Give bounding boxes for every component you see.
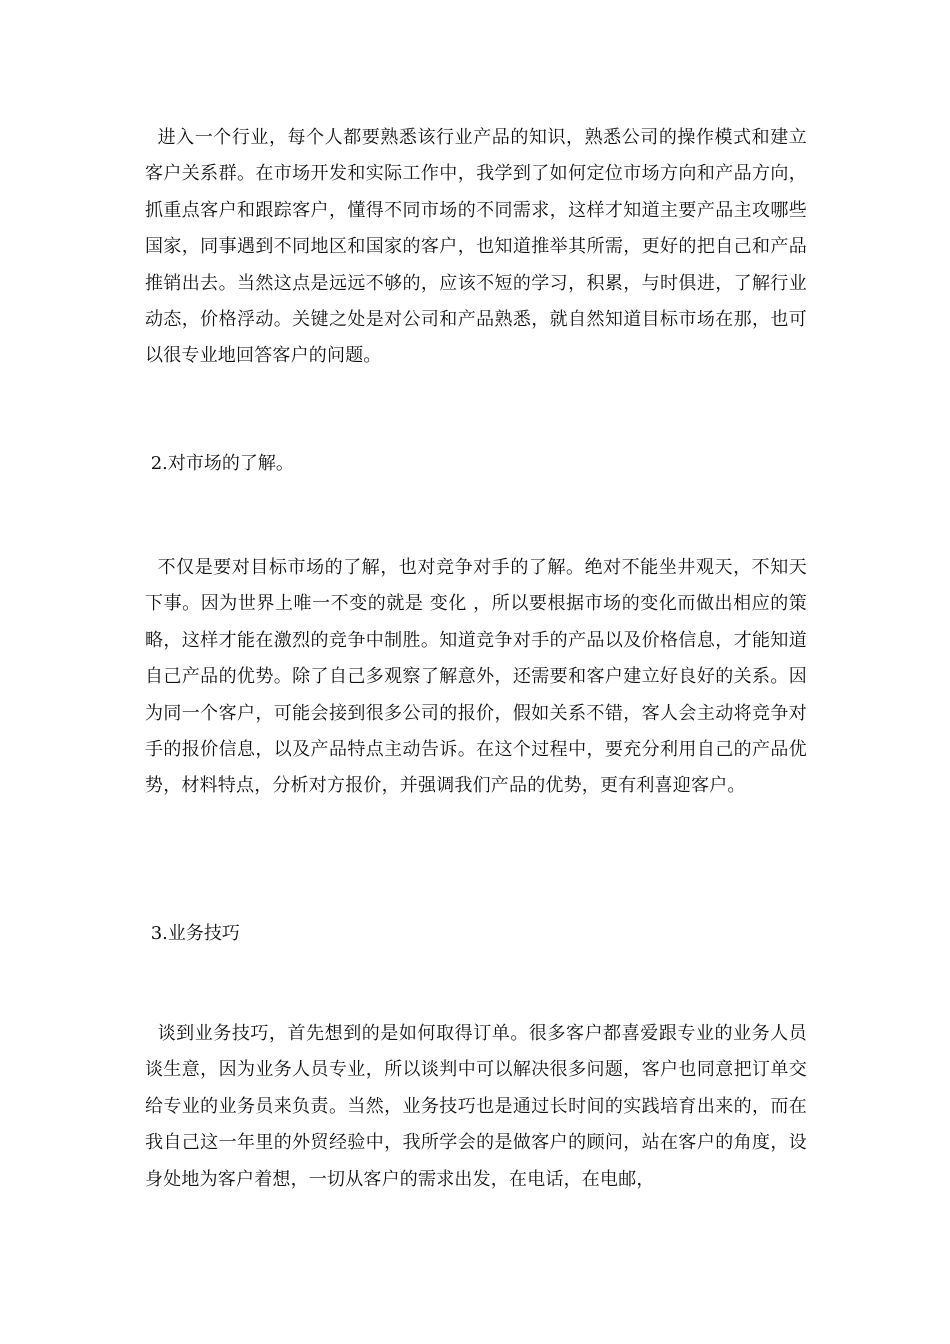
paragraph-industry-knowledge: 进入一个行业，每个人都要熟悉该行业产品的知识，熟悉公司的操作模式和建立客户关系群。在市场开发和实际工作中，我学到了如何定位市场方向和产品方向，抓重点客户和跟踪客户，懂得不同市场的不同需求，这样才知道主要产品主攻哪些国家，同事遇到不同地区和国家的客户，也知道推举其所需，更好的把自己和产品推销出去。当然这点是远远不够的，应该不短的学习，积累，与时俱进，了解行业动态，价格浮动。关键之处是对公司和产品熟悉，就自然知道目标市场在那，也可以很专业地回答客户的问题。 — [145, 127, 807, 367]
paragraph-market-understanding: 不仅是要对目标市场的了解，也对竞争对手的了解。绝对不能坐井观天，不知天下事。因为世界上唯一不变的就是 变化 ，所以要根据市场的变化而做出相应的策略，这样才能在激烈的竞争中制胜。知道竞争对手的产品以及价格信息，才能知道自己产品的优势。除了自己多观察了解意外，还需要和客户建立好良好的关系。因为同一个客户，可能会接到很多公司的报价，假如关系不错，客人会主动将竞争对手的报价信息，以及产品特点主动告诉。在这个过程中，要充分利用自己的产品优势，材料特点，分析对方报价，并强调我们产品的优势，更有利喜迎客户。 — [145, 557, 807, 797]
section-heading-business-skills: 3.业务技巧 — [145, 923, 240, 944]
paragraph-business-skills: 谈到业务技巧，首先想到的是如何取得订单。很多客户都喜爱跟专业的业务人员谈生意，因为业务人员专业，所以谈判中可以解决很多问题，客户也同意把订单交给专业的业务员来负责。当然，业务技巧也是通过长时间的实践培育出来的，而在我自己这一年里的外贸经验中，我所学会的是做客户的顾问，站在客户的角度，设身处地为客户着想，一切从客户的需求出发，在电话，在电邮， — [145, 1023, 807, 1190]
section-heading-market-understanding: 2.对市场的了解。 — [145, 453, 294, 474]
